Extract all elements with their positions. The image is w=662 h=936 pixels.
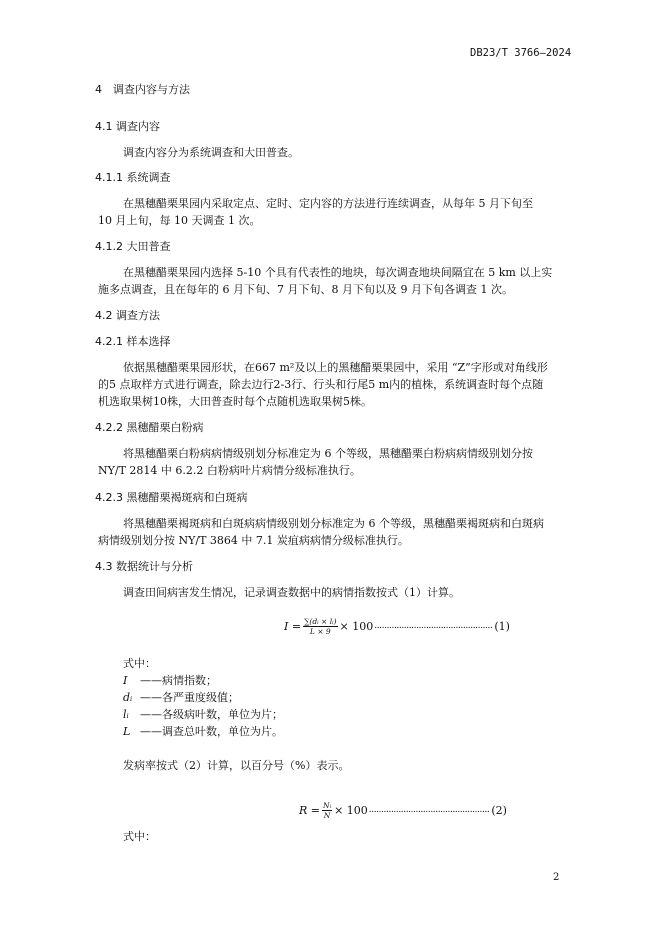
eq1-numerator: ∑(dᵢ × lᵢ) <box>304 616 337 626</box>
section-4-1-text: 调查内容分为系统调查和大田普查。 <box>123 146 299 159</box>
eq2-numerator: Nᵢ <box>323 800 332 810</box>
section-4-2-1-line1: 依据黑穗醋栗果园形状，在667 m²及以上的黑穗醋栗果园中，采用 “Z”字形或对角线形 <box>123 361 548 374</box>
var-L: L ——调查总叶数，单位为片。 <box>123 725 283 738</box>
section-4-1-2-line1: 在黑穗醋栗果园内选择 5-10 个具有代表性的地块，每次调查地块间隔宜在 5 km 以上实 <box>123 266 553 279</box>
var-I: I ——病情指数； <box>123 674 217 687</box>
eq1-lhs: I = <box>284 619 302 633</box>
section-4-2-2-title: 4.2.2 黑穗醋栗白粉病 <box>95 421 204 434</box>
where-label-2: 式中： <box>123 830 156 843</box>
eq2-lhs: R = <box>299 803 320 817</box>
eq2-number: (2) <box>491 803 507 817</box>
section-4-1-1-line2: 10 月上旬，每 10 天调查 1 次。 <box>98 214 261 227</box>
section-4-title: 4 调查内容与方法 <box>95 83 190 96</box>
eq1-leader-dots: ................................................ <box>374 621 493 631</box>
section-4-1-1-line1: 在黑穗醋栗果园内采取定点、定时、定内容的方法进行连续调查，从每年 5 月下旬至 <box>123 197 533 210</box>
eq1-fraction <box>303 617 337 636</box>
section-4-2-1-line3: 机选取果树10株，大田普查时每个点随机选取果树5株。 <box>98 395 372 408</box>
var-l: lᵢ ——各级病叶数，单位为片； <box>123 708 283 721</box>
where-label-1: 式中： <box>123 657 156 670</box>
section-4-1-2-title: 4.1.2 大田普查 <box>95 240 171 253</box>
eq2-fraction <box>322 801 332 820</box>
eq2-denominator: N <box>323 810 331 820</box>
eq1-number: (1) <box>494 619 510 633</box>
section-4-1-1-title: 4.1.1 系统调查 <box>95 171 171 184</box>
section-4-2-2-line1: 将黑穗醋栗白粉病病情级别划分标准定为 6 个等级，黑穗醋栗白粉病病情级别划分按 <box>123 447 533 460</box>
var-d: dᵢ ——各严重度级值； <box>123 691 239 704</box>
document-id: DB23/T 3766—2024 <box>470 47 572 59</box>
section-4-2-title: 4.2 调查方法 <box>95 309 160 322</box>
rate-intro: 发病率按式（2）计算，以百分号（%）表示。 <box>123 759 350 772</box>
page-number: 2 <box>553 872 560 883</box>
section-4-3-intro: 调查田间病害发生情况，记录调查数据中的病情指数按式（1）计算。 <box>123 586 460 599</box>
section-4-2-2-line2: NY/T 2814 中 6.2.2 白粉病叶片病情分级标准执行。 <box>98 464 361 477</box>
section-4-2-3-line1: 将黑穗醋栗褐斑病和白斑病病情级别划分标准定为 6 个等级，黑穗醋栗褐斑病和白斑病 <box>123 517 544 530</box>
equation-1 <box>284 614 510 638</box>
section-4-1-2-line2: 施多点调查，且在每年的 6 月下旬、7 月下旬、8 月下旬以及 9 月下旬各调查 1 次。 <box>98 283 513 296</box>
eq1-denominator: L × 9 <box>309 626 331 636</box>
section-4-1-title: 4.1 调查内容 <box>95 120 160 133</box>
section-4-2-3-title: 4.2.3 黑穗醋栗褐斑病和白斑病 <box>95 491 248 504</box>
section-4-2-3-line2: 病情级别划分按 NY/T 3864 中 7.1 炭疽病病情分级标准执行。 <box>98 534 409 547</box>
section-4-2-1-line2: 的5 点取样方式进行调查，除去边行2-3行、行头和行尾5 m内的植株，系统调查时每个点随 <box>98 378 544 391</box>
eq2-rhs: × 100 <box>334 803 368 817</box>
eq1-rhs: × 100 <box>339 619 374 633</box>
section-4-3-title: 4.3 数据统计与分析 <box>95 560 193 573</box>
equation-2 <box>299 798 507 822</box>
section-4-2-1-title: 4.2.1 样本选择 <box>95 335 171 348</box>
eq2-leader-dots: ................................................. <box>368 805 490 815</box>
